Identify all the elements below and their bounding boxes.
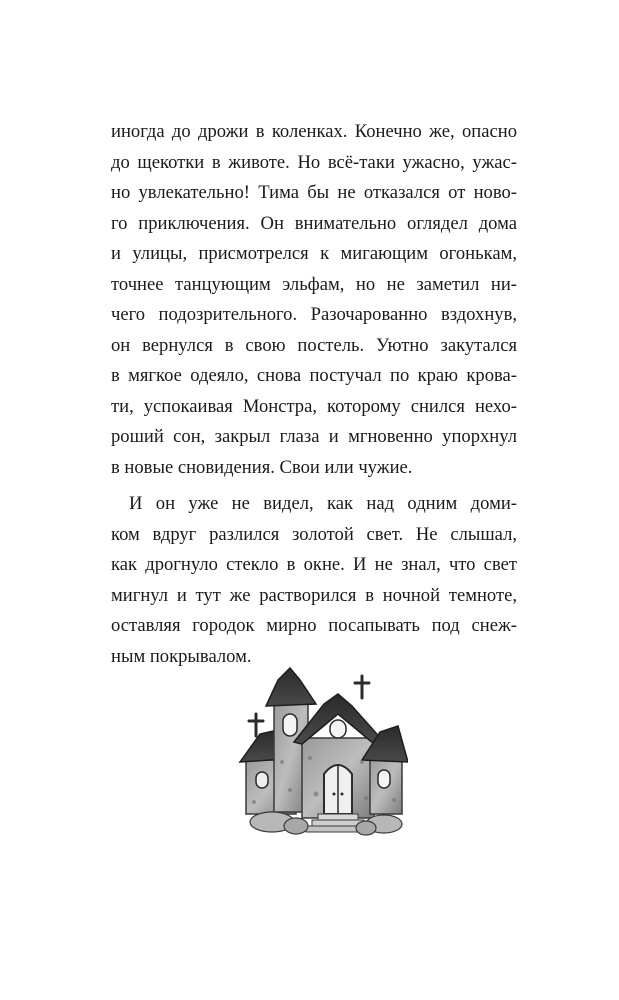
text-line: и улицы, присмотрелся к мигающим огонькам, — [111, 243, 517, 264]
paragraph-1 — [111, 117, 517, 483]
text-line: мигнул и тут же растворился в ночной темноте, — [111, 584, 517, 606]
paragraph-2 — [111, 489, 517, 672]
haunted-house-icon — [238, 662, 408, 838]
text-line: ти, успокаивая Монстра, которому снился нехо- — [111, 395, 517, 417]
text-line: он вернулся в свою постель. Уютно закутался — [111, 334, 517, 356]
text-line: как дрогнуло стекло в окне. И не знал, что свет — [111, 554, 517, 575]
text-line: но увлекательно! Тима бы не отказался от ново- — [111, 182, 517, 203]
text-line: ным покрывалом. — [111, 645, 252, 667]
text-line: чего подозрительного. Разочарованно вздохнув, — [111, 304, 517, 325]
text-line: до щекотки в животе. Но всё-таки ужасно, ужас- — [111, 151, 517, 173]
text-line: в мягкое одеяло, снова постучал по краю крова- — [111, 365, 517, 386]
text-line: точнее танцующим эльфам, но не заметил ни- — [111, 273, 517, 295]
text-line: в новые сновидения. Свои или чужие. — [111, 456, 413, 478]
center-cross — [355, 676, 369, 698]
text-line: И он уже не видел, как над одним доми- — [129, 493, 517, 514]
text-line: роший сон, закрыл глаза и мгновенно упорхнул — [111, 426, 517, 447]
text-line: иногда до дрожи в коленках. Конечно же, опасно — [111, 121, 517, 142]
left-cross — [249, 714, 263, 736]
text-line: го приключения. Он внимательно оглядел дома — [111, 212, 517, 234]
body-text — [111, 117, 517, 672]
text-line: оставляя городок мирно посапывать под снеж- — [111, 615, 517, 636]
text-line: ком вдруг разлился золотой свет. Не слышал, — [111, 523, 517, 545]
